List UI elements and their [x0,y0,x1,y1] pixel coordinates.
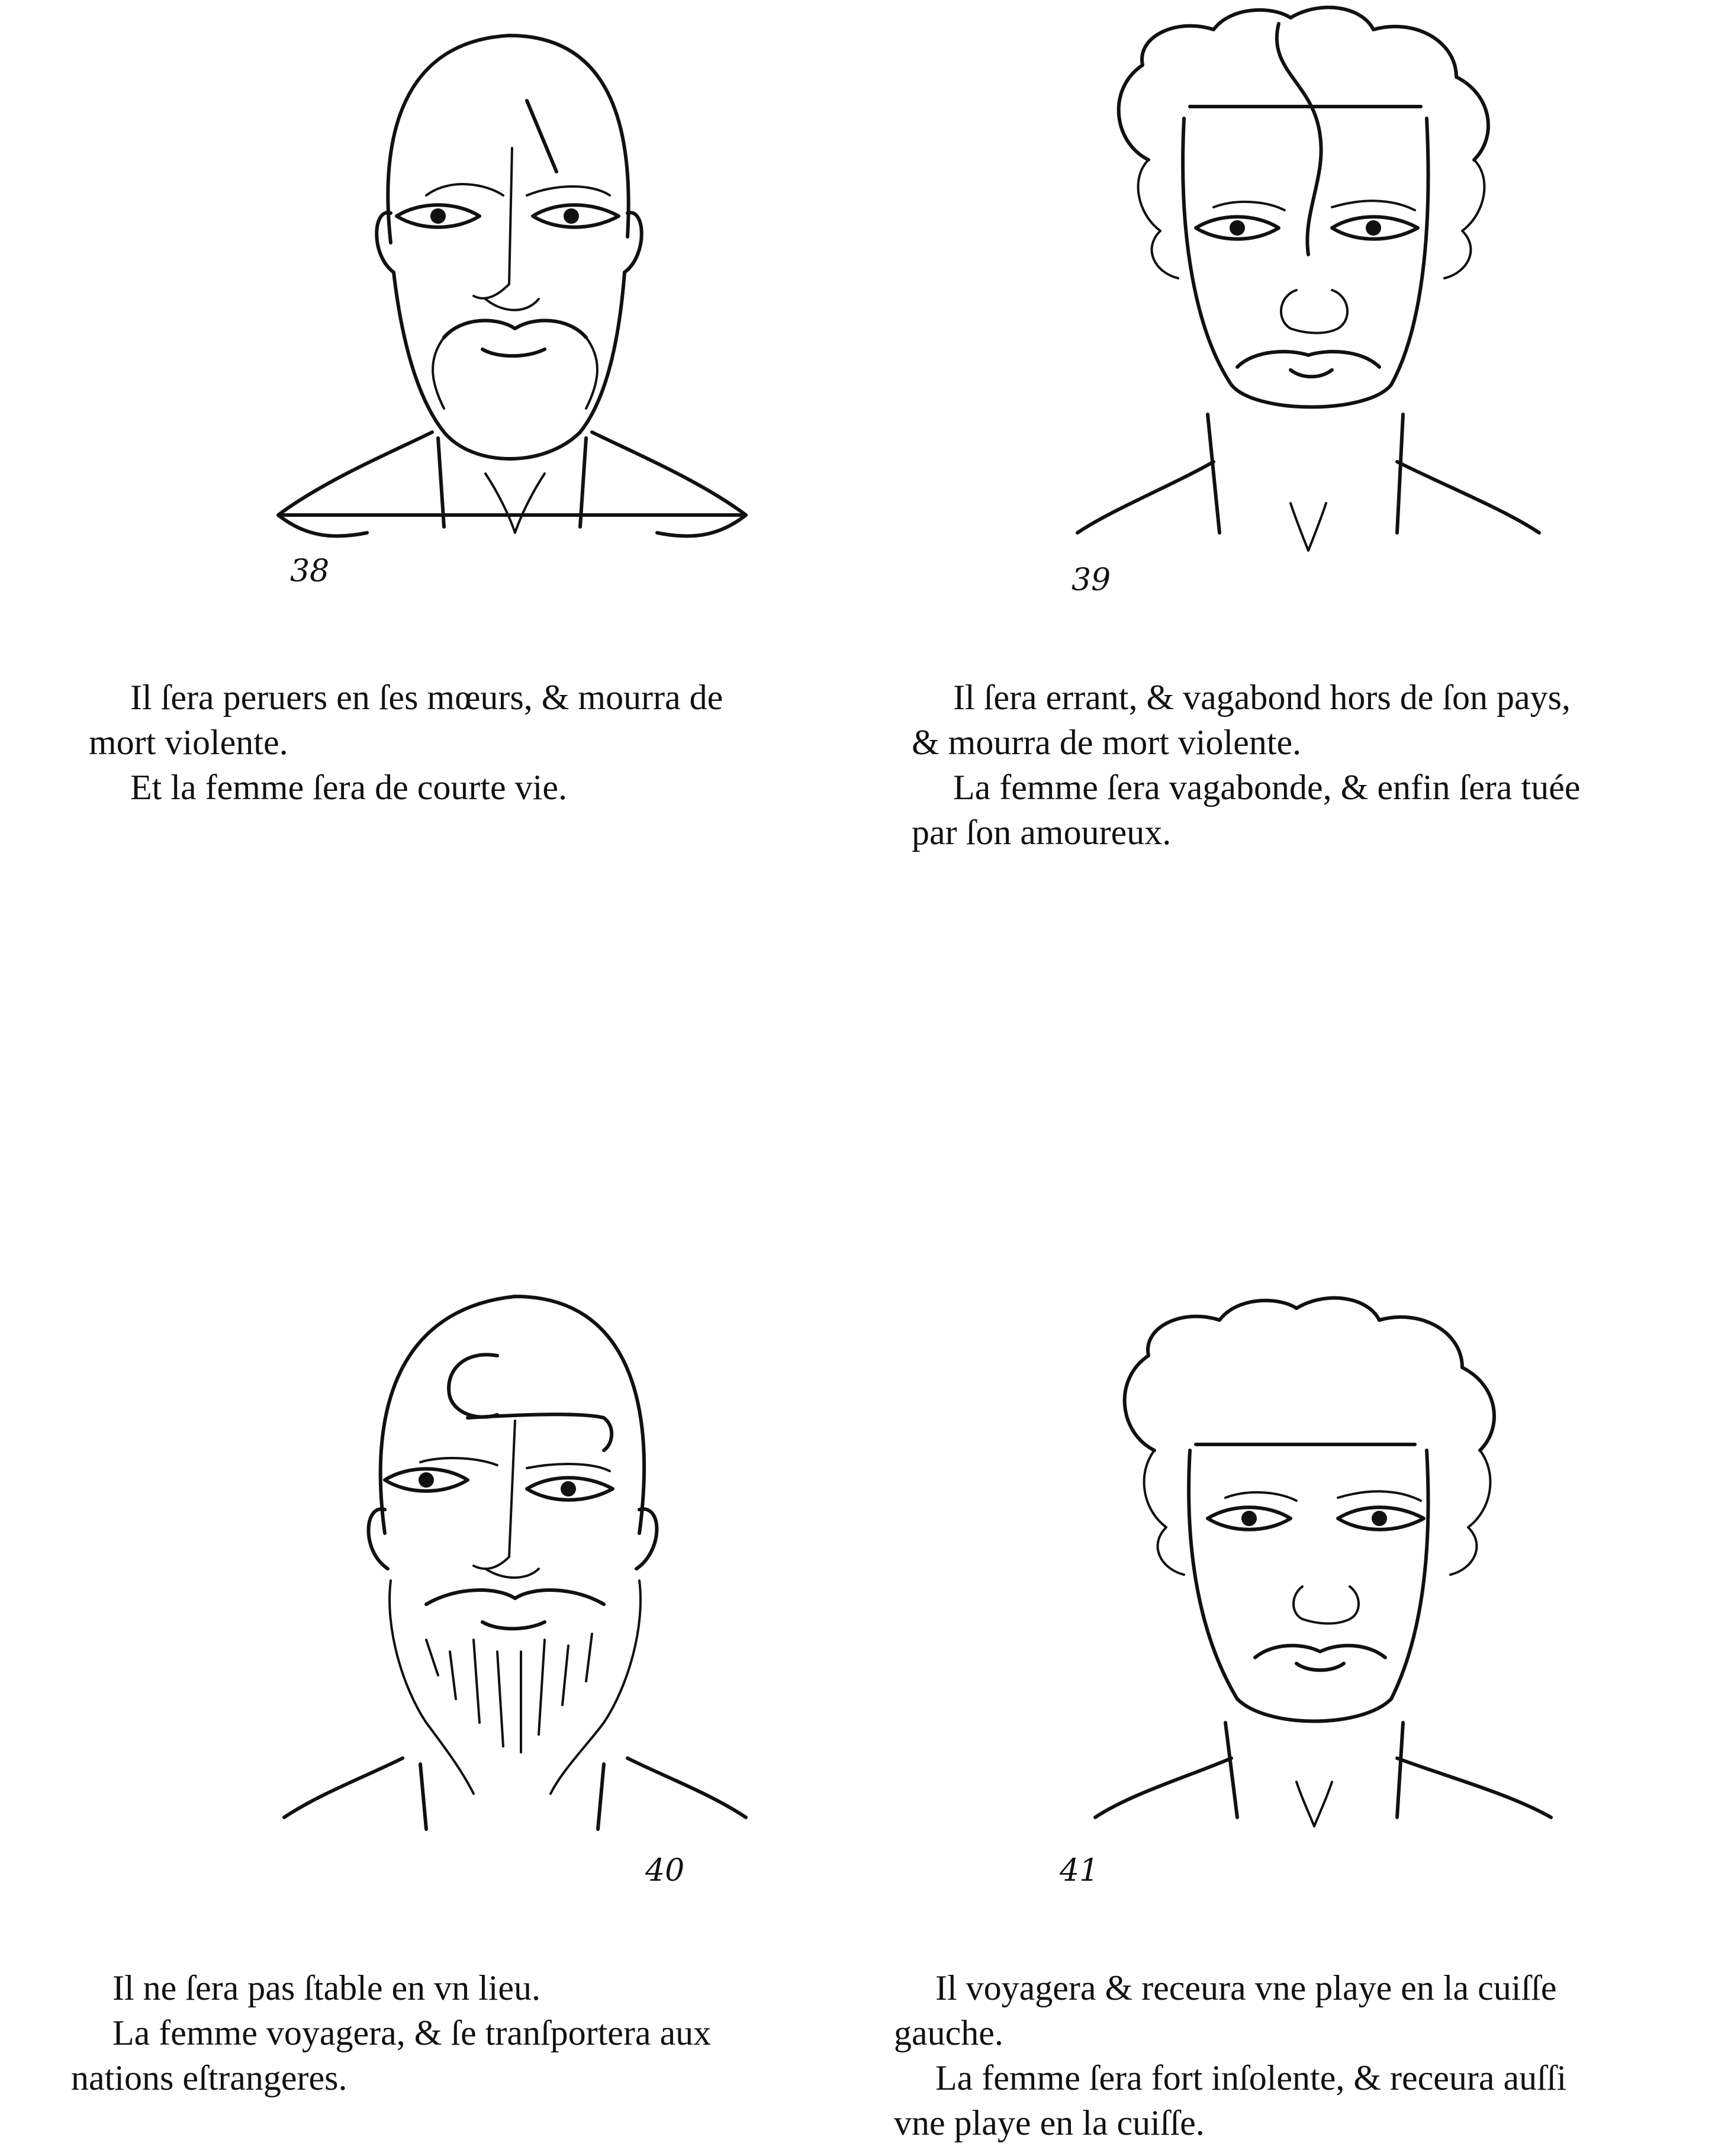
caption-40 [71,1965,858,2100]
caption-38-line-1: Il ſera peruers en ſes mœurs, & mourra de [130,678,723,717]
caption-41-line-1: Il voyagera & receura vne playe en la cuiſſe [935,1968,1557,2007]
figure-41-curly-haired-man [1060,1273,1652,1835]
caption-38-line-3: Et la femme ſera de courte vie. [130,768,567,807]
face-38-drawing [249,18,781,551]
figure-38-bald-man [249,18,781,551]
caption-39-line-1: Il ſera errant, & vagabond hors de ſon pays, [953,678,1571,717]
figure-39-curly-haired-man [1042,0,1634,562]
face-41-drawing [1060,1273,1652,1835]
figure-number-38: 38 [290,554,330,589]
caption-40-line-1: Il ne ſera pas ſtable en vn lieu. [112,1968,541,2007]
figure-number-40: 40 [645,1853,685,1888]
caption-40-line-2: La femme voyagera, & ſe tranſportera aux [112,2013,712,2052]
caption-41-line-4: vne playe en la cuiſſe. [894,2103,1205,2142]
face-39-drawing [1042,0,1634,562]
caption-38 [89,675,876,810]
caption-39-line-2: & mourra de mort violente. [912,723,1302,762]
caption-39-line-3: La femme ſera vagabonde, & enfin ſera tuée [953,768,1581,807]
caption-38-line-2: mort violente. [89,723,288,762]
face-40-drawing [249,1273,781,1835]
caption-41 [894,1965,1699,2145]
caption-41-line-3: La femme ſera fort inſolente, & receura auſſi [935,2058,1567,2097]
caption-39-line-4: par ſon amoureux. [912,813,1172,852]
caption-39 [912,675,1699,855]
figure-number-41: 41 [1060,1853,1099,1888]
caption-40-line-3: nations eſtrangeres. [71,2058,347,2097]
caption-41-line-2: gauche. [894,2013,1003,2052]
figure-40-bearded-man [249,1273,781,1835]
figure-number-39: 39 [1072,562,1111,598]
